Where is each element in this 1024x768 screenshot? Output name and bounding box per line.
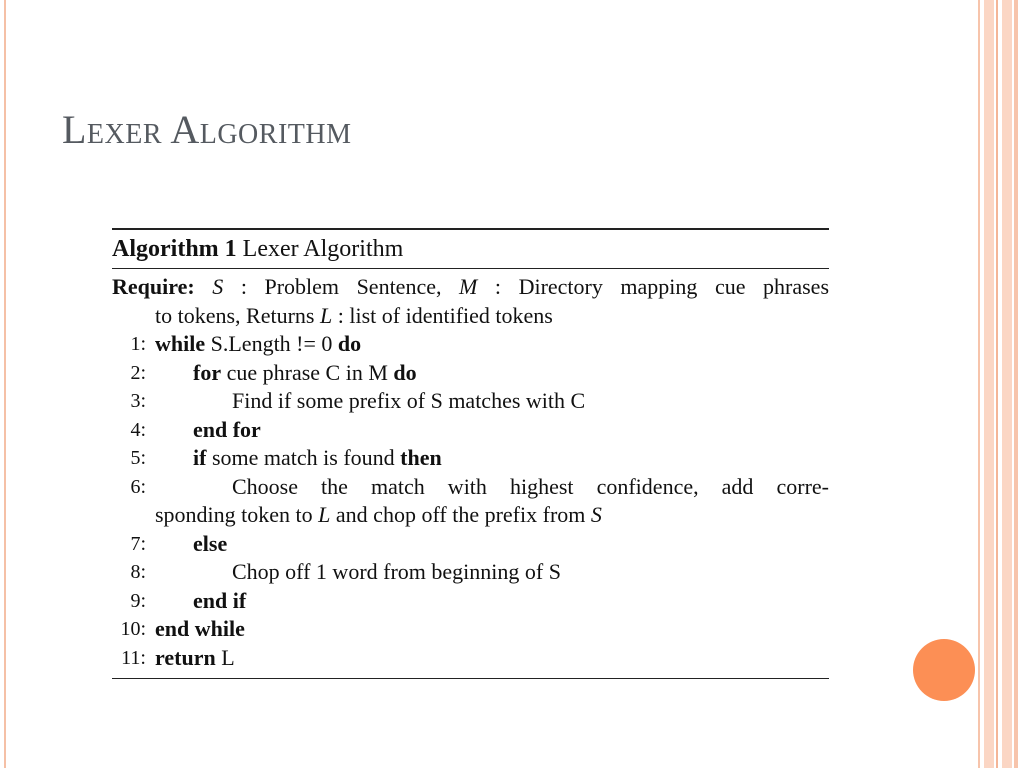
line-text <box>155 644 235 673</box>
variable: L <box>320 302 333 328</box>
right-stripes-decoration <box>978 0 1024 768</box>
line-number: 10: <box>120 618 146 640</box>
line-number: 8: <box>130 561 146 583</box>
require-line2 <box>155 302 553 331</box>
line-text <box>155 330 361 359</box>
line-number: 5: <box>130 447 146 469</box>
line-number: 2: <box>130 361 146 384</box>
stripe <box>996 0 998 768</box>
code-text: sponding token to <box>155 502 319 527</box>
accent-circle <box>913 639 975 701</box>
algorithm-header <box>112 230 829 268</box>
line-number: 7: <box>130 532 146 555</box>
variable: S <box>590 502 602 527</box>
variable: L <box>318 502 331 527</box>
keyword: end for <box>193 416 261 442</box>
left-border-decoration <box>4 0 6 768</box>
line-text <box>155 615 245 644</box>
line-text <box>193 530 227 559</box>
keyword: then <box>400 445 442 470</box>
require-text <box>112 273 829 302</box>
algorithm-line <box>112 530 829 559</box>
algorithm-line <box>112 330 829 359</box>
algorithm-box <box>112 228 829 679</box>
require-line <box>112 273 829 302</box>
keyword: do <box>337 331 362 356</box>
keyword: end while <box>155 616 245 641</box>
stripe <box>978 0 980 768</box>
algorithm-line <box>112 387 829 416</box>
algorithm-lines <box>112 330 829 672</box>
require-continuation <box>112 302 829 331</box>
code-text: some match is found <box>206 445 401 470</box>
line-text <box>232 558 561 587</box>
keyword: end if <box>193 587 247 613</box>
algorithm-name: Lexer Algorithm <box>242 236 404 262</box>
line-number: 4: <box>130 418 146 441</box>
keyword: do <box>393 359 417 385</box>
algorithm-line <box>112 615 829 644</box>
line-text <box>155 501 602 530</box>
line-text <box>193 444 442 473</box>
line-text <box>193 416 261 445</box>
stripe <box>984 0 994 768</box>
keyword: for <box>193 359 222 385</box>
algorithm-line <box>112 359 829 388</box>
line-text <box>193 359 417 388</box>
algorithm-line <box>112 473 829 502</box>
keyword: else <box>193 530 228 556</box>
algorithm-line <box>112 444 829 473</box>
keyword: return <box>155 644 216 670</box>
code-text: L <box>215 644 235 670</box>
code-text: Find if some prefix of S matches with C <box>232 388 586 413</box>
require-line1 <box>212 274 829 299</box>
code-text: : list of identified tokens <box>332 302 553 328</box>
variable: S <box>212 274 224 299</box>
algorithm-bottom-rule <box>112 678 829 679</box>
stripe <box>1014 0 1018 768</box>
line-number: 3: <box>130 390 146 412</box>
require-keyword: Require: <box>112 274 195 299</box>
line-text <box>232 387 585 416</box>
line-number: 11: <box>121 646 146 669</box>
keyword: if <box>193 445 207 470</box>
algorithm-line <box>112 587 829 616</box>
line-text <box>193 587 246 616</box>
algorithm-line <box>112 644 829 673</box>
stripe <box>1002 0 1012 768</box>
algorithm-line <box>112 416 829 445</box>
code-text: : Directory mapping cue phrases <box>477 274 830 299</box>
code-text: and chop off the prefix from <box>330 502 591 527</box>
code-text: : Problem Sentence, <box>223 274 460 299</box>
code-text: Chop off 1 word from beginning of S <box>232 559 561 584</box>
algorithm-label: Algorithm 1 <box>112 236 237 262</box>
keyword: while <box>155 331 206 356</box>
line-number: 6: <box>130 475 146 498</box>
algorithm-header-rule <box>112 268 829 269</box>
line-number: 9: <box>130 589 146 612</box>
algorithm-line <box>112 558 829 587</box>
code-text: cue phrase C in M <box>221 359 394 385</box>
line-text <box>232 473 829 502</box>
code-text: S.Length != 0 <box>205 331 338 356</box>
algorithm-line <box>112 501 829 530</box>
variable: M <box>459 274 478 299</box>
slide-title: Lexer Algorithm <box>62 107 352 152</box>
code-text: Choose the match with highest confidence, add corre- <box>232 473 829 499</box>
code-text: to tokens, Returns <box>155 302 320 328</box>
line-number: 1: <box>130 333 146 355</box>
